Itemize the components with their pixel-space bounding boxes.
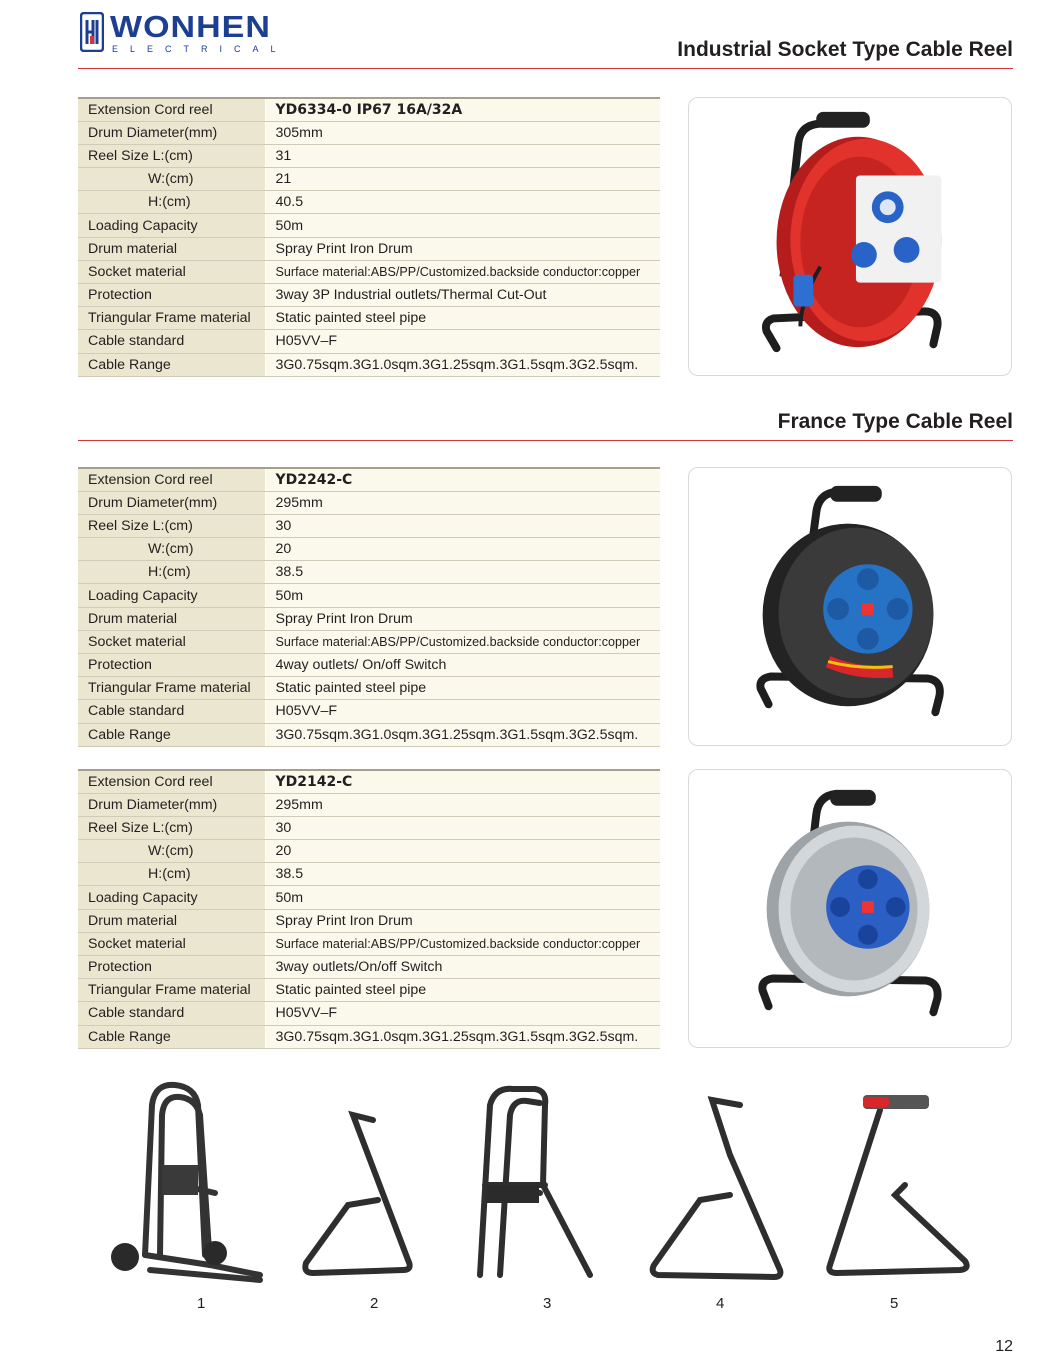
table-row — [78, 932, 660, 955]
frame-option-2 — [278, 1075, 453, 1290]
a-frame-image — [278, 1075, 453, 1290]
table-row — [78, 886, 660, 909]
spec-label: Socket material — [78, 932, 265, 955]
product-photo-yd2242 — [688, 467, 1012, 746]
table-row — [78, 840, 660, 863]
spec-value: 50m — [265, 584, 660, 607]
spec-value: 40.5 — [265, 191, 660, 214]
page-number: 12 — [995, 1338, 1013, 1355]
spec-value: 50m — [265, 214, 660, 237]
spec-value: Surface material:ABS/PP/Customized.backside conductor:copper — [265, 932, 660, 955]
table-row — [78, 237, 660, 260]
section-title-industrial: Industrial Socket Type Cable Reel — [677, 38, 1013, 61]
product-photo-yd2142 — [688, 769, 1012, 1048]
table-row — [78, 979, 660, 1002]
table-row — [78, 1002, 660, 1025]
frame-option-3 — [455, 1075, 630, 1290]
spec-value: Static painted steel pipe — [265, 307, 660, 330]
table-row — [78, 168, 660, 191]
spec-label: Cable Range — [78, 723, 265, 746]
table-row — [78, 700, 660, 723]
spec-value: 31 — [265, 144, 660, 167]
spec-label: Extension Cord reel — [78, 98, 265, 121]
spec-value: 21 — [265, 168, 660, 191]
spec-label: Triangular Frame material — [78, 677, 265, 700]
spec-value: 20 — [265, 840, 660, 863]
table-row — [78, 514, 660, 537]
spec-value: 50m — [265, 886, 660, 909]
frame-number: 5 — [890, 1295, 899, 1312]
spec-label: Protection — [78, 654, 265, 677]
brand-logo — [80, 9, 288, 58]
brand-subtitle: ELECTRICAL — [112, 44, 288, 54]
spec-value: 30 — [265, 514, 660, 537]
table-row — [78, 284, 660, 307]
section-divider — [78, 440, 1013, 441]
wheeled-frame-image — [100, 1075, 275, 1290]
spec-value: 3way outlets/On/off Switch — [265, 956, 660, 979]
model-number: YD6334-0 IP67 16A/32A — [265, 98, 660, 121]
frame-number: 3 — [543, 1295, 552, 1312]
frame-number: 1 — [197, 1295, 206, 1312]
spec-value: 4way outlets/ On/off Switch — [265, 654, 660, 677]
spec-label: Protection — [78, 956, 265, 979]
spec-value: 295mm — [265, 793, 660, 816]
brand-mark-icon — [80, 12, 104, 52]
spec-label: W:(cm) — [78, 840, 265, 863]
spec-label: Triangular Frame material — [78, 307, 265, 330]
product-photo-yd6334 — [688, 97, 1012, 376]
spec-value: Surface material:ABS/PP/Customized.backside conductor:copper — [265, 260, 660, 283]
spec-label: Reel Size L:(cm) — [78, 514, 265, 537]
table-row — [78, 677, 660, 700]
double-frame-image — [455, 1075, 630, 1290]
red-cable-reel-image — [689, 98, 1011, 375]
table-row — [78, 98, 660, 121]
spec-label: Cable Range — [78, 353, 265, 376]
table-row — [78, 330, 660, 353]
table-row — [78, 607, 660, 630]
table-row — [78, 468, 660, 491]
frame-option-5 — [805, 1075, 980, 1290]
frame-option-4 — [630, 1075, 805, 1290]
spec-label: Cable Range — [78, 1025, 265, 1048]
frame-option-1 — [100, 1075, 275, 1290]
spec-label: H:(cm) — [78, 191, 265, 214]
spec-label: Drum material — [78, 607, 265, 630]
model-number: YD2242-C — [265, 468, 660, 491]
spec-label: Drum material — [78, 237, 265, 260]
table-row — [78, 863, 660, 886]
table-row — [78, 491, 660, 514]
spec-value: 38.5 — [265, 561, 660, 584]
table-row — [78, 1025, 660, 1048]
spec-value: Static painted steel pipe — [265, 677, 660, 700]
spec-value: Surface material:ABS/PP/Customized.backside conductor:copper — [265, 630, 660, 653]
spec-label: Drum Diameter(mm) — [78, 793, 265, 816]
spec-value: 38.5 — [265, 863, 660, 886]
table-row — [78, 144, 660, 167]
table-row — [78, 909, 660, 932]
spec-value: H05VV–F — [265, 700, 660, 723]
table-row — [78, 191, 660, 214]
spec-table-yd2142 — [78, 769, 660, 1049]
table-row — [78, 816, 660, 839]
brand-name: WONHEN — [110, 9, 271, 45]
spec-label: Socket material — [78, 260, 265, 283]
spec-value: Spray Print Iron Drum — [265, 909, 660, 932]
table-row — [78, 307, 660, 330]
z-frame-image — [630, 1075, 805, 1290]
spec-label: W:(cm) — [78, 538, 265, 561]
spec-label: Cable standard — [78, 330, 265, 353]
spec-value: 305mm — [265, 121, 660, 144]
spec-label: W:(cm) — [78, 168, 265, 191]
model-number: YD2142-C — [265, 770, 660, 793]
table-row — [78, 353, 660, 376]
frame-options — [100, 1075, 980, 1290]
spec-label: H:(cm) — [78, 561, 265, 584]
spec-label: Cable standard — [78, 700, 265, 723]
black-cable-reel-image — [689, 468, 1011, 745]
spec-value: 20 — [265, 538, 660, 561]
spec-label: Reel Size L:(cm) — [78, 816, 265, 839]
table-row — [78, 723, 660, 746]
table-row — [78, 654, 660, 677]
spec-label: Extension Cord reel — [78, 770, 265, 793]
table-row — [78, 630, 660, 653]
spec-label: Socket material — [78, 630, 265, 653]
table-row — [78, 121, 660, 144]
silver-cable-reel-image — [689, 770, 1011, 1047]
section-title-france: France Type Cable Reel — [777, 410, 1013, 433]
spec-value: Spray Print Iron Drum — [265, 237, 660, 260]
spec-value: H05VV–F — [265, 1002, 660, 1025]
spec-label: Drum Diameter(mm) — [78, 491, 265, 514]
spec-label: Loading Capacity — [78, 886, 265, 909]
frame-number: 4 — [716, 1295, 725, 1312]
table-row — [78, 538, 660, 561]
spec-label: Extension Cord reel — [78, 468, 265, 491]
table-row — [78, 561, 660, 584]
table-row — [78, 584, 660, 607]
spec-label: Drum material — [78, 909, 265, 932]
spec-table-yd6334 — [78, 97, 660, 377]
spec-label: Drum Diameter(mm) — [78, 121, 265, 144]
spec-value: 3G0.75sqm.3G1.0sqm.3G1.25sqm.3G1.5sqm.3G2.5sqm. — [265, 723, 660, 746]
spec-label: H:(cm) — [78, 863, 265, 886]
handle-frame-image — [805, 1075, 980, 1290]
spec-value: 3G0.75sqm.3G1.0sqm.3G1.25sqm.3G1.5sqm.3G2.5sqm. — [265, 353, 660, 376]
table-row — [78, 770, 660, 793]
table-row — [78, 214, 660, 237]
table-row — [78, 260, 660, 283]
spec-value: 295mm — [265, 491, 660, 514]
spec-label: Loading Capacity — [78, 584, 265, 607]
spec-label: Loading Capacity — [78, 214, 265, 237]
spec-table-yd2242 — [78, 467, 660, 747]
spec-label: Triangular Frame material — [78, 979, 265, 1002]
spec-label: Cable standard — [78, 1002, 265, 1025]
spec-value: 3way 3P Industrial outlets/Thermal Cut-Out — [265, 284, 660, 307]
table-row — [78, 956, 660, 979]
section-divider — [78, 68, 1013, 69]
spec-value: Spray Print Iron Drum — [265, 607, 660, 630]
spec-value: 30 — [265, 816, 660, 839]
spec-value: 3G0.75sqm.3G1.0sqm.3G1.25sqm.3G1.5sqm.3G2.5sqm. — [265, 1025, 660, 1048]
spec-label: Protection — [78, 284, 265, 307]
spec-label: Reel Size L:(cm) — [78, 144, 265, 167]
spec-value: H05VV–F — [265, 330, 660, 353]
frame-number: 2 — [370, 1295, 379, 1312]
table-row — [78, 793, 660, 816]
spec-value: Static painted steel pipe — [265, 979, 660, 1002]
